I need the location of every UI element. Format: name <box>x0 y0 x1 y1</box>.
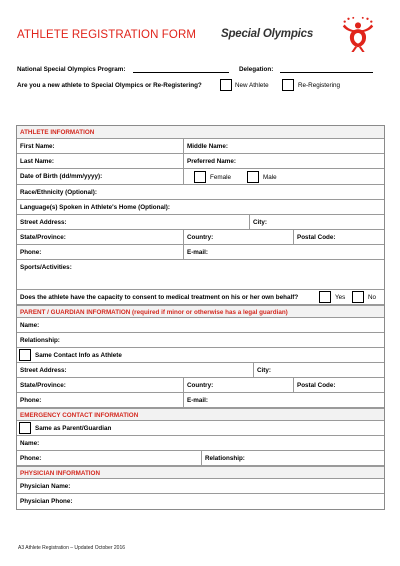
reregistering-label: Re-Registering <box>298 82 340 89</box>
gender-cell <box>183 169 384 184</box>
guardian-name-row[interactable] <box>17 318 384 333</box>
language-row[interactable] <box>17 200 384 215</box>
athlete-section-header <box>17 126 384 139</box>
athlete-postal-label: Postal Code: <box>297 234 336 241</box>
male-label: Male <box>263 174 277 181</box>
guardian-address-row <box>17 363 384 378</box>
athlete-street-field[interactable] <box>17 215 249 229</box>
athlete-address-row <box>17 215 384 230</box>
athlete-email-field[interactable] <box>183 245 384 259</box>
athlete-state-field[interactable] <box>17 230 183 244</box>
registration-question: Are you a new athlete to Special Olympics or Re-Registering? <box>17 82 202 89</box>
delegation-input[interactable] <box>280 64 373 73</box>
sports-row[interactable] <box>17 260 384 290</box>
guardian-name-label: Name: <box>20 322 40 329</box>
same-as-guardian-label: Same as Parent/Guardian <box>35 425 112 432</box>
emergency-relationship-field[interactable] <box>201 451 384 465</box>
guardian-section-title: PARENT / GUARDIAN INFORMATION (required if minor or otherwise has a legal guardian) <box>20 309 288 316</box>
athlete-country-label: Country: <box>187 234 214 241</box>
physician-phone-label: Physician Phone: <box>20 498 73 505</box>
athlete-email-label: E-mail: <box>187 249 208 256</box>
physician-phone-row[interactable] <box>17 494 384 509</box>
consent-row <box>17 290 384 305</box>
emergency-contact-row <box>17 451 384 466</box>
emergency-section-title: EMERGENCY CONTACT INFORMATION <box>20 412 139 419</box>
female-checkbox[interactable] <box>194 171 206 183</box>
middle-name-field[interactable] <box>183 139 384 153</box>
emergency-relationship-label: Relationship: <box>205 455 245 462</box>
athlete-state-row <box>17 230 384 245</box>
emergency-name-row[interactable] <box>17 436 384 451</box>
athlete-section-title: ATHLETE INFORMATION <box>20 129 95 136</box>
form-title: ATHLETE REGISTRATION FORM <box>17 29 197 41</box>
same-contact-checkbox[interactable] <box>19 349 31 361</box>
athlete-street-label: Street Address: <box>20 219 67 226</box>
middle-name-label: Middle Name: <box>187 143 228 150</box>
physician-section-header <box>17 466 384 479</box>
preferred-name-field[interactable] <box>183 154 384 168</box>
last-name-field[interactable] <box>17 154 183 168</box>
first-middle-row <box>17 139 384 154</box>
guardian-contact-row <box>17 393 384 408</box>
guardian-country-field[interactable] <box>183 378 293 392</box>
guardian-relationship-label: Relationship: <box>20 337 60 344</box>
program-input[interactable] <box>133 64 229 73</box>
registration-type-line <box>17 79 387 93</box>
race-row[interactable] <box>17 185 384 200</box>
athlete-phone-label: Phone: <box>20 249 42 256</box>
brand-name: Special Olympics <box>221 28 314 40</box>
registration-form-table <box>16 125 385 510</box>
guardian-street-label: Street Address: <box>20 367 67 374</box>
guardian-section-header <box>17 305 384 318</box>
guardian-same-contact-row <box>17 348 384 363</box>
athlete-contact-row <box>17 245 384 260</box>
language-label: Language(s) Spoken in Athlete's Home (Optional): <box>20 204 170 211</box>
new-athlete-checkbox[interactable] <box>220 79 232 91</box>
guardian-email-field[interactable] <box>183 393 384 407</box>
female-label: Female <box>210 174 231 181</box>
guardian-postal-label: Postal Code: <box>297 382 336 389</box>
emergency-name-label: Name: <box>20 440 40 447</box>
guardian-city-field[interactable] <box>253 363 384 377</box>
consent-yes-checkbox[interactable] <box>319 291 331 303</box>
race-label: Race/Ethnicity (Optional): <box>20 189 97 196</box>
preferred-name-label: Preferred Name: <box>187 158 236 165</box>
athlete-city-label: City: <box>253 219 267 226</box>
guardian-phone-label: Phone: <box>20 397 42 404</box>
male-checkbox[interactable] <box>247 171 259 183</box>
first-name-label: First Name: <box>20 143 55 150</box>
physician-name-label: Physician Name: <box>20 483 71 490</box>
athlete-country-field[interactable] <box>183 230 293 244</box>
athlete-phone-field[interactable] <box>17 245 183 259</box>
guardian-state-label: State/Province: <box>20 382 66 389</box>
consent-question: Does the athlete have the capacity to consent to medical treatment on his or her own behalf? <box>20 294 299 301</box>
physician-name-row[interactable] <box>17 479 384 494</box>
athlete-city-field[interactable] <box>249 215 384 229</box>
program-label: National Special Olympics Program: <box>17 66 126 73</box>
emergency-section-header <box>17 408 384 421</box>
same-contact-label: Same Contact Info as Athlete <box>35 352 122 359</box>
physician-section-title: PHYSICIAN INFORMATION <box>20 470 100 477</box>
guardian-relationship-row[interactable] <box>17 333 384 348</box>
guardian-country-label: Country: <box>187 382 214 389</box>
athlete-state-label: State/Province: <box>20 234 66 241</box>
consent-no-checkbox[interactable] <box>352 291 364 303</box>
consent-no-label: No <box>368 294 377 301</box>
same-as-guardian-checkbox[interactable] <box>19 422 31 434</box>
emergency-phone-field[interactable] <box>17 451 201 465</box>
last-preferred-row <box>17 154 384 169</box>
dob-label: Date of Birth (dd/mm/yyyy): <box>20 173 103 180</box>
reregistering-checkbox[interactable] <box>282 79 294 91</box>
emergency-same-row <box>17 421 384 436</box>
program-delegation-line <box>17 63 387 77</box>
guardian-city-label: City: <box>257 367 271 374</box>
athlete-postal-field[interactable] <box>293 230 384 244</box>
last-name-label: Last Name: <box>20 158 54 165</box>
guardian-postal-field[interactable] <box>293 378 384 392</box>
dob-field[interactable] <box>17 169 183 184</box>
delegation-label: Delegation: <box>239 66 274 73</box>
consent-yes-label: Yes <box>335 294 346 301</box>
sports-label: Sports/Activities: <box>20 264 72 271</box>
new-athlete-label: New Athlete <box>235 82 269 89</box>
guardian-street-field[interactable] <box>17 363 253 377</box>
guardian-state-row <box>17 378 384 393</box>
first-name-field[interactable] <box>17 139 183 153</box>
guardian-email-label: E-mail: <box>187 397 208 404</box>
special-olympics-logo-icon <box>339 15 377 53</box>
footer-note: A3 Athlete Registration – Updated October 2016 <box>18 545 126 551</box>
guardian-phone-field[interactable] <box>17 393 183 407</box>
emergency-phone-label: Phone: <box>20 455 42 462</box>
dob-gender-row <box>17 169 384 185</box>
guardian-state-field[interactable] <box>17 378 183 392</box>
